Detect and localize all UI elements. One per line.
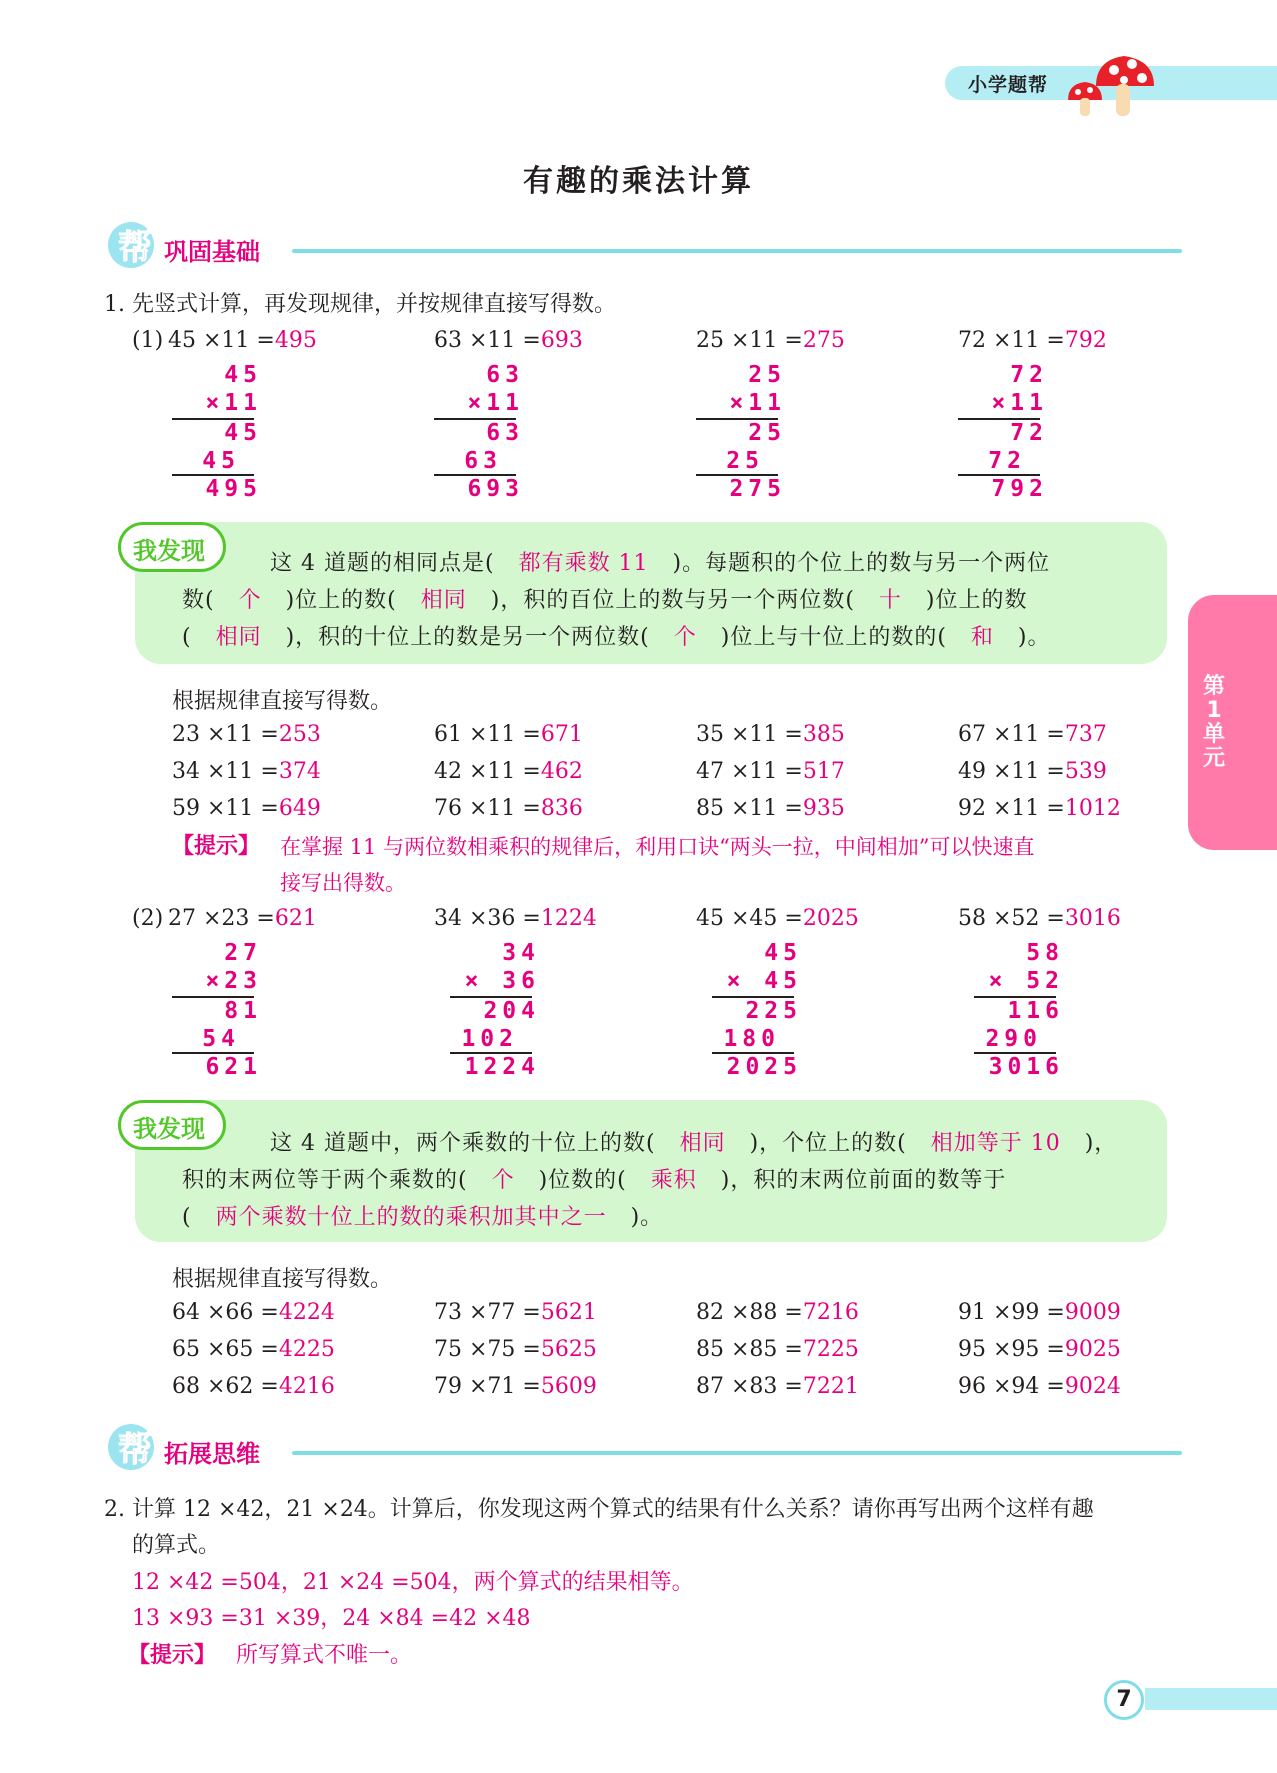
vertical-row-b: × 45 bbox=[726, 968, 802, 994]
vertical-row-a: 34 bbox=[502, 940, 540, 966]
direct-answer-equation bbox=[434, 1337, 597, 1362]
equation-expression: 72 ×11 = bbox=[958, 328, 1065, 353]
section-divider bbox=[292, 249, 1182, 253]
part-1-equation bbox=[696, 328, 845, 353]
part-1-equation bbox=[434, 328, 583, 353]
vertical-row-a: 45 bbox=[224, 362, 262, 388]
equation-answer: 5621 bbox=[540, 1300, 597, 1325]
direct-answer-equation bbox=[958, 1374, 1121, 1399]
direct-answer-equation bbox=[696, 722, 845, 747]
direct-answer-equation bbox=[434, 1300, 597, 1325]
direct-answer-equation bbox=[434, 722, 583, 747]
question-2-stem-line-1: 2. 计算 12 ×42，21 ×24。计算后，你发现这两个算式的结果有什么关系？请你再写出两个这样有趣 bbox=[104, 1497, 1094, 1522]
equation-expression: 27 ×23 = bbox=[168, 906, 275, 931]
direct-answer-equation bbox=[958, 759, 1107, 784]
equation-expression: 95 ×95 = bbox=[958, 1337, 1065, 1362]
equation-answer: 539 bbox=[1064, 759, 1107, 784]
direct-answer-equation bbox=[696, 1337, 859, 1362]
equation-expression: 59 ×11 = bbox=[172, 796, 279, 821]
direct-answer-equation bbox=[172, 1374, 335, 1399]
vertical-row-p1: 225 bbox=[745, 998, 802, 1024]
part-1-label: (1) bbox=[132, 328, 164, 353]
vertical-calculation bbox=[696, 362, 786, 502]
vertical-calculation bbox=[172, 362, 262, 502]
equation-expression: 79 ×71 = bbox=[434, 1374, 541, 1399]
equation-answer: 385 bbox=[802, 722, 845, 747]
vertical-rule bbox=[712, 996, 794, 998]
direct-answer-equation bbox=[172, 1337, 335, 1362]
equation-answer: 7225 bbox=[802, 1337, 859, 1362]
equation-answer: 621 bbox=[274, 906, 317, 931]
vertical-rule bbox=[434, 418, 516, 420]
vertical-rule bbox=[172, 1052, 254, 1054]
direct-answer-equation bbox=[434, 1374, 597, 1399]
direct-answer-equation bbox=[958, 1337, 1121, 1362]
equation-expression: 25 ×11 = bbox=[696, 328, 803, 353]
vertical-row-res: 495 bbox=[205, 476, 262, 502]
equation-answer: 4225 bbox=[278, 1337, 335, 1362]
vertical-row-res: 792 bbox=[991, 476, 1048, 502]
vertical-row-b: × 36 bbox=[464, 968, 540, 994]
equation-expression: 92 ×11 = bbox=[958, 796, 1065, 821]
equation-answer: 7221 bbox=[802, 1374, 859, 1399]
vertical-row-p1: 72 bbox=[1010, 420, 1048, 446]
vertical-row-res: 1224 bbox=[464, 1054, 540, 1080]
equation-answer: 671 bbox=[540, 722, 583, 747]
vertical-row-a: 72 bbox=[1010, 362, 1048, 388]
vertical-calculation bbox=[450, 940, 540, 1080]
direct-label-2: 根据规律直接写得数。 bbox=[172, 1267, 393, 1292]
part-2-equation bbox=[958, 906, 1121, 931]
part-1-equation bbox=[958, 328, 1107, 353]
equation-expression: 35 ×11 = bbox=[696, 722, 803, 747]
vertical-row-p2: 290 bbox=[985, 1026, 1042, 1052]
equation-answer: 836 bbox=[540, 796, 583, 821]
vertical-calculation bbox=[172, 940, 262, 1080]
vertical-rule bbox=[696, 474, 778, 476]
part-1-equation bbox=[168, 328, 317, 353]
part-2-equation bbox=[696, 906, 859, 931]
vertical-rule bbox=[172, 418, 254, 420]
vertical-row-p2: 72 bbox=[988, 448, 1026, 474]
vertical-calculation bbox=[974, 940, 1064, 1080]
discover-1-line-1: 这 4 道题的相同点是( 都有乘数 11 )。每题积的个位上的数与另一个两位 bbox=[270, 551, 1051, 576]
equation-answer: 374 bbox=[278, 759, 321, 784]
equation-expression: 45 ×11 = bbox=[168, 328, 275, 353]
equation-expression: 68 ×62 = bbox=[172, 1374, 279, 1399]
equation-answer: 1012 bbox=[1064, 796, 1121, 821]
equation-answer: 3016 bbox=[1064, 906, 1121, 931]
vertical-row-a: 27 bbox=[224, 940, 262, 966]
vertical-row-p2: 54 bbox=[202, 1026, 240, 1052]
equation-expression: 63 ×11 = bbox=[434, 328, 541, 353]
vertical-row-a: 45 bbox=[764, 940, 802, 966]
direct-answer-equation bbox=[958, 722, 1107, 747]
equation-answer: 4216 bbox=[278, 1374, 335, 1399]
equation-answer: 4224 bbox=[278, 1300, 335, 1325]
page-number-bar bbox=[1145, 1688, 1277, 1710]
equation-answer: 462 bbox=[540, 759, 583, 784]
tip-1-line-1: 在掌握 11 与两位数相乘积的规律后，利用口诀“两头一拉，中间相加”可以快速直 bbox=[280, 835, 1035, 859]
equation-answer: 7216 bbox=[802, 1300, 859, 1325]
discover-2-line-2: 积的末两位等于两个乘数的( 个 )位数的( 乘积 )，积的末两位前面的数等于 bbox=[182, 1168, 1007, 1193]
equation-answer: 495 bbox=[274, 328, 317, 353]
direct-answer-equation bbox=[696, 1300, 859, 1325]
tip-label: 【提示】 bbox=[128, 1643, 217, 1668]
equation-answer: 253 bbox=[278, 722, 321, 747]
vertical-rule bbox=[450, 1052, 532, 1054]
vertical-row-a: 63 bbox=[486, 362, 524, 388]
equation-expression: 76 ×11 = bbox=[434, 796, 541, 821]
equation-expression: 64 ×66 = bbox=[172, 1300, 279, 1325]
vertical-rule bbox=[172, 474, 254, 476]
equation-expression: 67 ×11 = bbox=[958, 722, 1065, 747]
direct-answer-equation bbox=[172, 722, 321, 747]
vertical-row-p2: 102 bbox=[461, 1026, 518, 1052]
vertical-row-res: 693 bbox=[467, 476, 524, 502]
section-label: 拓展思维 bbox=[164, 1440, 260, 1468]
direct-answer-equation bbox=[958, 1300, 1121, 1325]
vertical-rule bbox=[974, 1052, 1056, 1054]
vertical-calculation bbox=[712, 940, 802, 1080]
vertical-row-b: ×11 bbox=[729, 390, 786, 416]
vertical-row-a: 58 bbox=[1026, 940, 1064, 966]
vertical-row-b: ×23 bbox=[205, 968, 262, 994]
vertical-row-b: × 52 bbox=[988, 968, 1064, 994]
equation-answer: 935 bbox=[802, 796, 845, 821]
equation-answer: 9025 bbox=[1064, 1337, 1121, 1362]
unit-side-label: 第1单元 bbox=[1202, 674, 1225, 771]
equation-expression: 85 ×11 = bbox=[696, 796, 803, 821]
vertical-row-p1: 45 bbox=[224, 420, 262, 446]
vertical-row-b: ×11 bbox=[205, 390, 262, 416]
vertical-rule bbox=[712, 1052, 794, 1054]
brand-label: 小学题帮 bbox=[968, 74, 1049, 96]
direct-answer-equation bbox=[434, 759, 583, 784]
tip-1-line-2: 接写出得数。 bbox=[280, 871, 406, 895]
vertical-row-p2: 63 bbox=[464, 448, 502, 474]
section-label: 巩固基础 bbox=[164, 238, 260, 266]
direct-answer-equation bbox=[172, 1300, 335, 1325]
page-number: 7 bbox=[1104, 1680, 1144, 1720]
equation-answer: 792 bbox=[1064, 328, 1107, 353]
equation-expression: 87 ×83 = bbox=[696, 1374, 803, 1399]
mushroom-icon bbox=[1058, 40, 1158, 118]
equation-expression: 82 ×88 = bbox=[696, 1300, 803, 1325]
equation-expression: 47 ×11 = bbox=[696, 759, 803, 784]
discover-1-line-3: ( 相同 )，积的十位上的数是另一个两位数( 个 )位上与十位上的数的( 和 )。 bbox=[182, 625, 1051, 650]
equation-answer: 517 bbox=[802, 759, 845, 784]
direct-answer-equation bbox=[172, 759, 321, 784]
equation-expression: 42 ×11 = bbox=[434, 759, 541, 784]
question-2-tip: 所写算式不唯一。 bbox=[236, 1643, 413, 1668]
vertical-row-res: 275 bbox=[729, 476, 786, 502]
equation-answer: 737 bbox=[1064, 722, 1107, 747]
vertical-row-a: 25 bbox=[748, 362, 786, 388]
section-divider bbox=[292, 1451, 1182, 1455]
vertical-row-res: 621 bbox=[205, 1054, 262, 1080]
direct-answer-equation bbox=[696, 796, 845, 821]
discover-2-line-1: 这 4 道题中，两个乘数的十位上的数( 相同 )，个位上的数( 相加等于 10 )， bbox=[270, 1131, 1118, 1156]
tip-label: 【提示】 bbox=[172, 834, 261, 859]
equation-answer: 649 bbox=[278, 796, 321, 821]
vertical-calculation bbox=[958, 362, 1048, 502]
vertical-row-p2: 25 bbox=[726, 448, 764, 474]
equation-answer: 5609 bbox=[540, 1374, 597, 1399]
equation-expression: 58 ×52 = bbox=[958, 906, 1065, 931]
equation-expression: 49 ×11 = bbox=[958, 759, 1065, 784]
vertical-row-p2: 45 bbox=[202, 448, 240, 474]
question-2-answer-2: 13 ×93 =31 ×39，24 ×84 =42 ×48 bbox=[132, 1606, 531, 1631]
equation-answer: 5625 bbox=[540, 1337, 597, 1362]
vertical-rule bbox=[974, 996, 1056, 998]
equation-expression: 91 ×99 = bbox=[958, 1300, 1065, 1325]
vertical-row-res: 3016 bbox=[988, 1054, 1064, 1080]
equation-answer: 1224 bbox=[540, 906, 597, 931]
equation-expression: 45 ×45 = bbox=[696, 906, 803, 931]
vertical-rule bbox=[696, 418, 778, 420]
question-2-stem-line-2: 的算式。 bbox=[132, 1533, 221, 1558]
part-2-equation bbox=[168, 906, 317, 931]
equation-expression: 73 ×77 = bbox=[434, 1300, 541, 1325]
vertical-row-p1: 81 bbox=[224, 998, 262, 1024]
vertical-row-b: ×11 bbox=[467, 390, 524, 416]
equation-answer: 9024 bbox=[1064, 1374, 1121, 1399]
direct-answer-equation bbox=[696, 759, 845, 784]
equation-expression: 23 ×11 = bbox=[172, 722, 279, 747]
vertical-row-p1: 25 bbox=[748, 420, 786, 446]
section-big-char: 帮 bbox=[118, 228, 152, 268]
vertical-rule bbox=[434, 474, 516, 476]
direct-answer-equation bbox=[434, 796, 583, 821]
equation-expression: 65 ×65 = bbox=[172, 1337, 279, 1362]
discover-badge: 我发现 bbox=[118, 522, 226, 572]
vertical-row-b: ×11 bbox=[991, 390, 1048, 416]
section-header-basic bbox=[108, 222, 1188, 282]
equation-answer: 275 bbox=[802, 328, 845, 353]
vertical-rule bbox=[172, 996, 254, 998]
equation-answer: 693 bbox=[540, 328, 583, 353]
part-2-equation bbox=[434, 906, 597, 931]
equation-answer: 2025 bbox=[802, 906, 859, 931]
direct-answer-equation bbox=[696, 1374, 859, 1399]
equation-answer: 9009 bbox=[1064, 1300, 1121, 1325]
vertical-row-p1: 204 bbox=[483, 998, 540, 1024]
discover-2-line-3: ( 两个乘数十位上的数的乘积加其中之一 )。 bbox=[182, 1205, 664, 1230]
direct-answer-equation bbox=[958, 796, 1121, 821]
equation-expression: 34 ×36 = bbox=[434, 906, 541, 931]
equation-expression: 96 ×94 = bbox=[958, 1374, 1065, 1399]
vertical-row-p1: 116 bbox=[1007, 998, 1064, 1024]
vertical-rule bbox=[958, 474, 1040, 476]
question-2-answer-1: 12 ×42 =504，21 ×24 =504，两个算式的结果相等。 bbox=[132, 1570, 694, 1595]
vertical-rule bbox=[450, 996, 532, 998]
question-1-stem: 1. 先竖式计算，再发现规律，并按规律直接写得数。 bbox=[104, 292, 616, 317]
section-big-char: 帮 bbox=[118, 1430, 152, 1470]
equation-expression: 85 ×85 = bbox=[696, 1337, 803, 1362]
direct-answer-equation bbox=[172, 796, 321, 821]
page-title: 有趣的乘法计算 bbox=[523, 164, 754, 199]
vertical-row-res: 2025 bbox=[726, 1054, 802, 1080]
vertical-calculation bbox=[434, 362, 524, 502]
equation-expression: 34 ×11 = bbox=[172, 759, 279, 784]
equation-expression: 75 ×75 = bbox=[434, 1337, 541, 1362]
vertical-row-p1: 63 bbox=[486, 420, 524, 446]
equation-expression: 61 ×11 = bbox=[434, 722, 541, 747]
direct-label-1: 根据规律直接写得数。 bbox=[172, 689, 393, 714]
part-2-label: (2) bbox=[132, 906, 164, 931]
discover-1-line-2: 数( 个 )位上的数( 相同 )，积的百位上的数与另一个两位数( 十 )位上的数 bbox=[182, 588, 1028, 613]
discover-badge: 我发现 bbox=[118, 1100, 226, 1150]
vertical-rule bbox=[958, 418, 1040, 420]
section-header-expand bbox=[108, 1424, 1188, 1484]
vertical-row-p2: 180 bbox=[723, 1026, 780, 1052]
